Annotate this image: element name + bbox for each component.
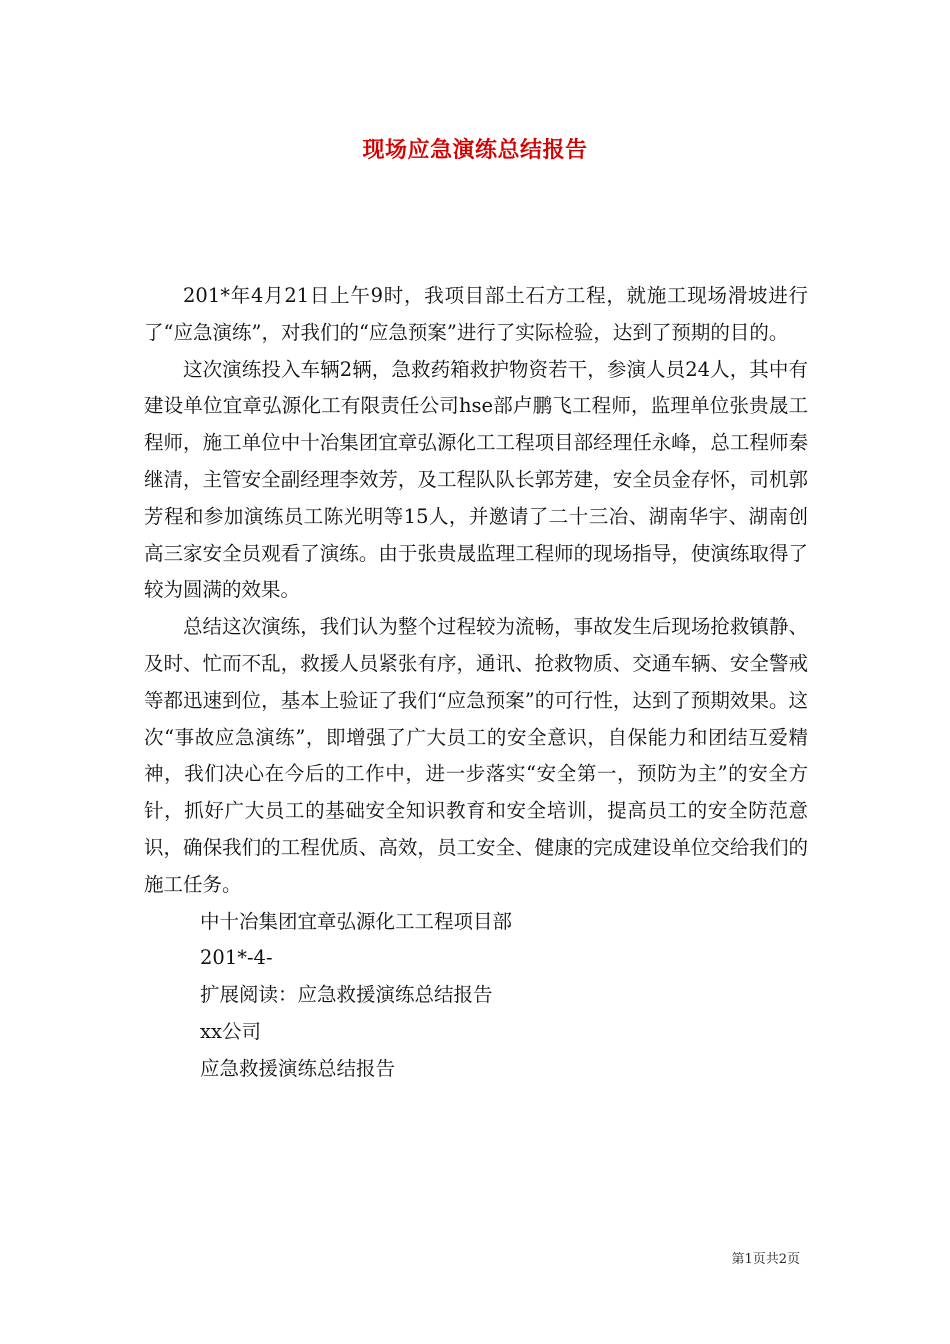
body-paragraph: 这次演练投入车辆2辆，急救药箱救护物资若干，参演人员24人，其中有建设单位宜章弘源化工有限责任公司hse部卢鹏飞工程师，监理单位张贵晟工程师，施工单位中十冶集团宜章弘源化工工程项目部经理任永峰，总工程师秦继清，主管安全副经理李效芳，及工程队队长郭芳建，安全员金存怀，司机郭芳程和参加演练员工陈光明等15人，并邀请了二十三冶、湖南华宇、湖南创高三家安全员观看了演练。由于张贵晟监理工程师的现场指导，使演练取得了较为圆满的效果。 xyxy=(144,357,808,602)
body-paragraph: 总结这次演练，我们认为整个过程较为流畅，事故发生后现场抢救镇静、及时、忙而不乱，救援人员紧张有序，通讯、抢救物质、交通车辆、安全警戒等都迅速到位，基本上验证了我们“应急预案”的可行性，达到了预期效果。这次“事故应急演练”，即增强了广大员工的安全意识，自保能力和团结互爱精神，我们决心在今后的工作中，进一步落实“安全第一，预防为主”的安全方针，抓好广大员工的基础安全知识教育和安全培训，提高员工的安全防范意识，确保我们的工程优质、高效，员工安全、健康的完成建设单位交给我们的施工任务。 xyxy=(144,615,808,896)
subtitle-line: 应急救援演练总结报告 xyxy=(200,1056,396,1080)
page-number: 第1页共2页 xyxy=(731,1252,800,1267)
company-line: xx公司 xyxy=(200,1019,261,1043)
extended-reading-line: 扩展阅读：应急救援演练总结报告 xyxy=(200,983,493,1007)
date-line: 201*-4- xyxy=(200,946,273,970)
body-paragraph: 201*年4月21日上午9时，我项目部土石方工程，就施工现场滑坡进行了“应急演练”，对我们的“应急预案”进行了实际检验，达到了预期的目的。 xyxy=(144,284,808,344)
document-title: 现场应急演练总结报告 xyxy=(362,137,588,163)
signature-line: 中十冶集团宜章弘源化工工程项目部 xyxy=(200,909,513,933)
document-body xyxy=(144,278,808,1088)
